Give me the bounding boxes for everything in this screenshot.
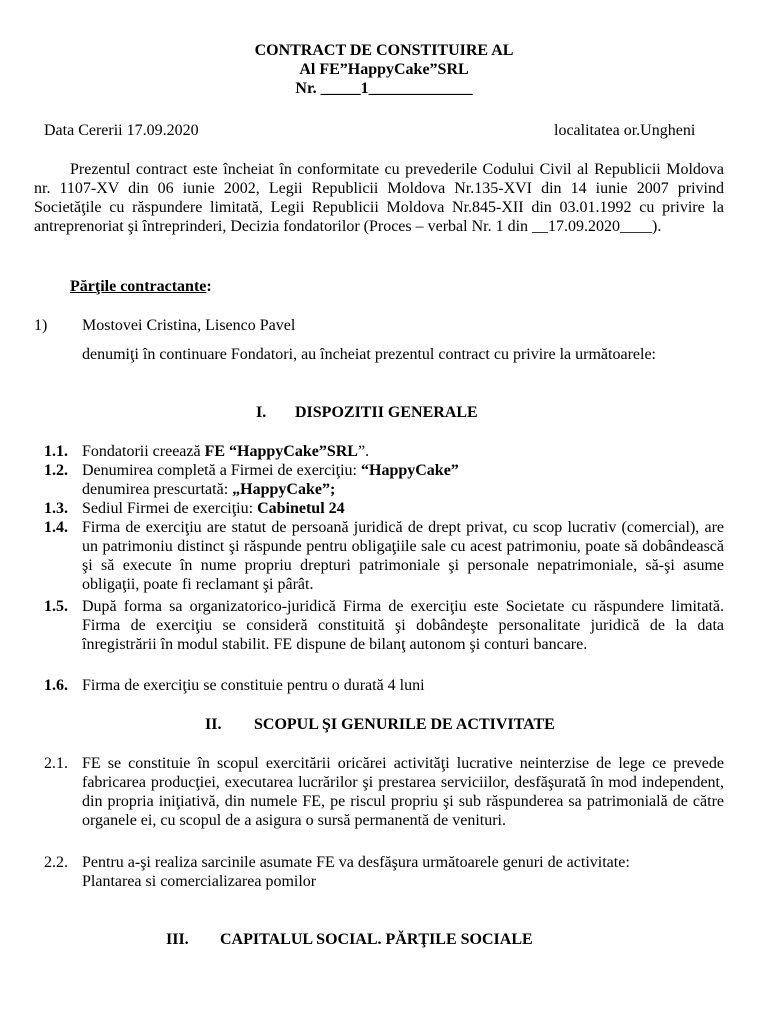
section-2-number: II. [205,716,222,733]
clause-1-3-office: Cabinetul 24 [257,500,345,517]
clause-1-1-text: Fondatorii creează [82,443,205,460]
clause-1-3 [82,499,724,518]
clause-2-1: FE se constituie în scopul exercitării oricărei activităţi lucrative neinterzise de lege ce prevede fabricarea producţiei, executarea lucrărilor şi prestarea serviciilor, desfăşurată în mod independent, din propria iniţiativă, din numele FE, pe riscul propriu şi sub răspunderea sa patrimonială de către organele ei, cu scopul de a asigura o sursă permanentă de venituri. [82,755,724,829]
clause-1-2 [82,461,724,480]
section-1-number: I. [256,404,267,421]
clause-1-3-number: 1.3. [44,500,68,517]
section-3-title: CAPITALUL SOCIAL. PĂRŢILE SOCIALE [220,931,533,948]
founders-description: denumiţi în continuare Fondatori, au încheiat prezentul contract cu privire la următoarele: [82,346,656,363]
clause-1-6: Firma de exerciţiu se constituie pentru o durată 4 luni [82,677,425,694]
company-title: Al FE”HappyCake”SRL [299,61,469,78]
clause-1-2-number: 1.2. [44,462,68,479]
clause-2-1-number: 2.1. [44,755,68,772]
contract-number: Nr. _____1_____________ [295,80,473,97]
clause-2-2-number: 2.2. [44,854,68,871]
section-1-title: DISPOZITII GENERALE [295,404,478,421]
activity-type: Plantarea si comercializarea pomilor [82,873,317,890]
clause-1-2-short [82,480,335,499]
clause-1-2-fullname: “HappyCake” [361,462,459,479]
clause-1-3-text: Sediul Firmei de exerciţiu: [82,500,258,517]
document-title: CONTRACT DE CONSTITUIRE AL [254,42,514,59]
clause-1-4: Firma de exerciţiu are statut de persoană juridică de drept privat, cu scop lucrativ (comercial), are un patrimoniu distinct şi răspunde pentru obligaţiile sale cu acest patrimoniu, poate să dobândească şi să execute în nume propriu drepturi patrimoniale şi personale nepatrimoniale, să-şi asume obligaţii, poate fi reclamant şi pârât. [82,519,724,593]
clause-1-1-company: FE “HappyCake”SRL [204,443,358,460]
clause-1-4-number: 1.4. [44,519,68,536]
clause-1-2-text: Denumirea completă a Firmei de exerciţiu: [82,462,361,479]
parties-heading-text: Părţile contractante [70,278,207,295]
clause-2-2: Pentru a-şi realiza sarcinile asumate FE va desfăşura următoarele genuri de activitate: [82,854,630,871]
locality: localitatea or.Ungheni [554,122,696,139]
request-date: Data Cererii 17.09.2020 [44,122,199,139]
parties-heading-colon: : [206,278,212,295]
clause-1-1 [82,442,724,461]
clause-1-2-shortname: „HappyCake”; [232,481,336,498]
section-3-number: III. [166,931,189,948]
section-2-title: SCOPUL ŞI GENURILE DE ACTIVITATE [254,716,555,733]
clause-1-1-number: 1.1. [44,443,68,460]
clause-1-6-number: 1.6. [44,677,68,694]
clause-1-2-short-text: denumirea prescurtată: [82,481,233,498]
clause-1-5: După forma sa organizatorico-juridică Firma de exerciţiu este Societate cu răspundere limitată. Firma de exerciţiu se consideră constituită şi dobândeşte personalitate juridică de la data înregistrării în modul stabilit. FE dispune de bilanţ autonom şi conturi bancare. [82,598,724,653]
clause-1-5-number: 1.5. [44,598,68,615]
parties-heading [70,277,212,296]
party-item-number: 1) [34,317,48,334]
clause-1-1-tail: ”. [357,443,370,460]
intro-paragraph: Prezentul contract este încheiat în conformitate cu prevederile Codului Civil al Republicii Moldova nr. 1107-XV din 06 iunie 2002, Legii Republicii Moldova Nr.135-XVI din 14 iunie 2007 privind Societăţile cu răspundere limitată, Legii Republicii Moldova Nr.845-XII din 03.01.1992 cu privire la antreprenoriat şi întreprinderi, Decizia fondatorilor (Proces – verbal Nr. 1 din __17.09.2020____). [34,161,724,235]
founders-names: Mostovei Cristina, Lisenco Pavel [82,317,296,334]
